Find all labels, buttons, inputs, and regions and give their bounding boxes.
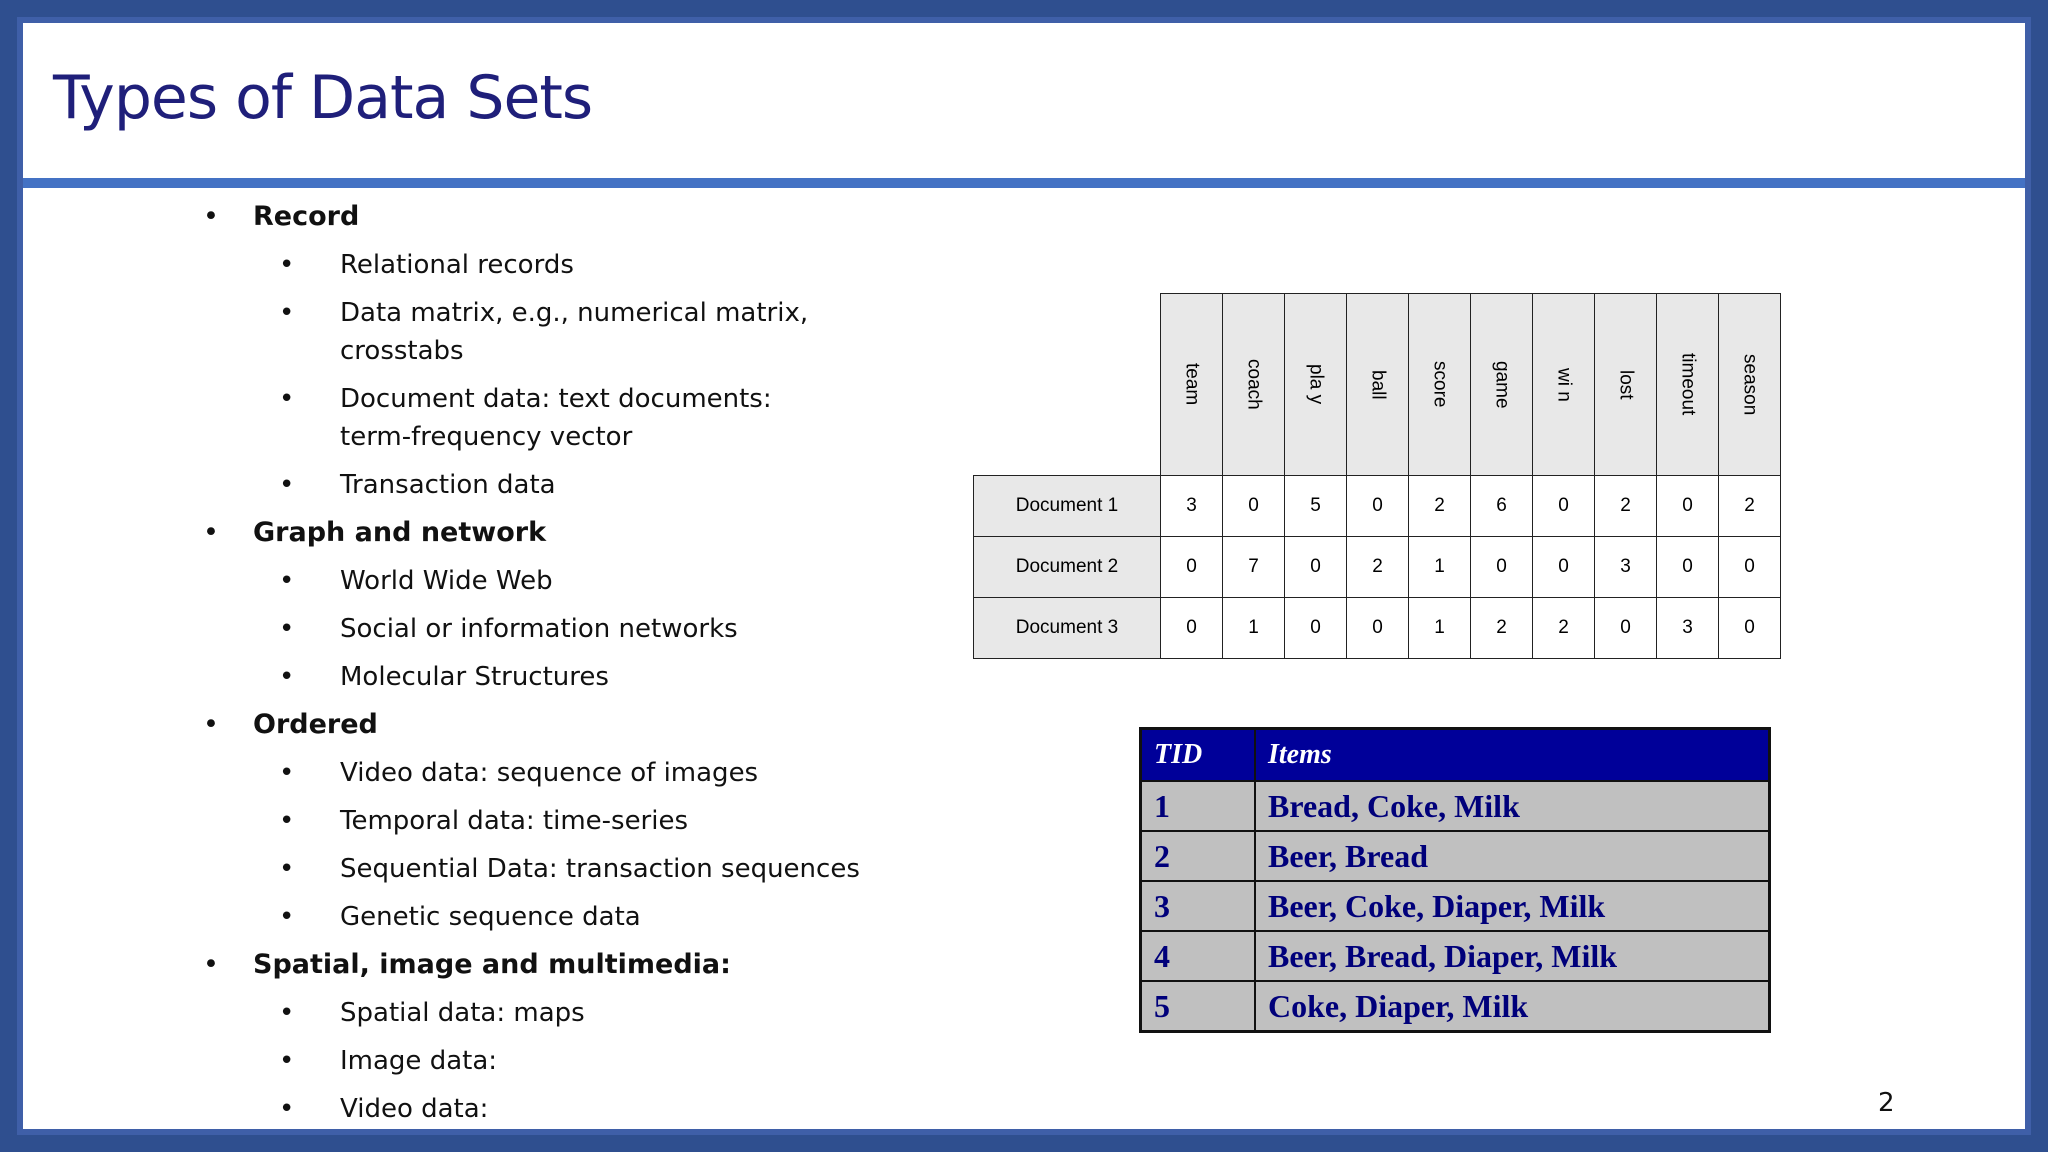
- items-cell: Beer, Coke, Diaper, Milk: [1255, 881, 1770, 931]
- sub-bullet: • Spatial data: maps: [183, 994, 903, 1032]
- cell: 0: [1223, 476, 1285, 537]
- cell: 0: [1347, 598, 1409, 659]
- table-row: [1141, 881, 1770, 931]
- cell: 0: [1719, 598, 1781, 659]
- sub-bullet: • Social or information networks: [183, 610, 903, 648]
- sub-bullet: • Molecular Structures: [183, 658, 903, 696]
- sub-bullet: • Data matrix, e.g., numerical matrix, crosstabs: [183, 294, 903, 370]
- row-label: Document 2: [974, 537, 1161, 598]
- term-header: ball: [1347, 294, 1409, 476]
- sub-bullet: • Relational records: [183, 246, 903, 284]
- sub-bullet: • Genetic sequence data: [183, 898, 903, 936]
- bullet-record: • Record: [183, 198, 903, 236]
- row-label: Document 3: [974, 598, 1161, 659]
- cell: 2: [1595, 476, 1657, 537]
- cell: 0: [1285, 598, 1347, 659]
- bullet-ordered: • Ordered: [183, 706, 903, 744]
- cell: 2: [1347, 537, 1409, 598]
- tid-cell: 1: [1141, 781, 1256, 831]
- term-header: timeout: [1657, 294, 1719, 476]
- cell: 0: [1471, 537, 1533, 598]
- term-header: team: [1161, 294, 1223, 476]
- row-label: Document 1: [974, 476, 1161, 537]
- cell: 1: [1223, 598, 1285, 659]
- items-cell: Bread, Coke, Milk: [1255, 781, 1770, 831]
- items-cell: Beer, Bread: [1255, 831, 1770, 881]
- cell: 0: [1347, 476, 1409, 537]
- cell: 3: [1595, 537, 1657, 598]
- term-header: score: [1409, 294, 1471, 476]
- cell: 0: [1161, 537, 1223, 598]
- cell: 0: [1657, 476, 1719, 537]
- term-header: coach: [1223, 294, 1285, 476]
- cell: 6: [1471, 476, 1533, 537]
- cell: 0: [1285, 537, 1347, 598]
- cell: 1: [1409, 537, 1471, 598]
- sub-bullet: • Sequential Data: transaction sequences: [183, 850, 903, 888]
- tid-cell: 2: [1141, 831, 1256, 881]
- cell: 0: [1595, 598, 1657, 659]
- sub-bullet: • Video data:: [183, 1090, 903, 1128]
- cell: 2: [1471, 598, 1533, 659]
- sub-bullet: • Document data: text documents: term-frequency vector: [183, 380, 810, 456]
- cell: 1: [1409, 598, 1471, 659]
- tid-cell: 5: [1141, 981, 1256, 1032]
- term-header: game: [1471, 294, 1533, 476]
- items-header: Items: [1255, 729, 1770, 782]
- cell: 0: [1161, 598, 1223, 659]
- table-row: [974, 476, 1781, 537]
- sub-bullet: • World Wide Web: [183, 562, 903, 600]
- items-cell: Beer, Bread, Diaper, Milk: [1255, 931, 1770, 981]
- cell: 2: [1719, 476, 1781, 537]
- term-header: season: [1719, 294, 1781, 476]
- items-cell: Coke, Diaper, Milk: [1255, 981, 1770, 1032]
- cell: 2: [1533, 598, 1595, 659]
- cell: 2: [1409, 476, 1471, 537]
- table-row: [974, 537, 1781, 598]
- cell: 0: [1657, 537, 1719, 598]
- page-number: 2: [1878, 1088, 1895, 1118]
- cell: 0: [1719, 537, 1781, 598]
- tid-cell: 3: [1141, 881, 1256, 931]
- table-row: [1141, 831, 1770, 881]
- table-row: [1141, 931, 1770, 981]
- sub-bullet: • Image data:: [183, 1042, 903, 1080]
- slide: [17, 17, 2031, 1135]
- sub-bullet: • Transaction data: [183, 466, 903, 504]
- term-header: lost: [1595, 294, 1657, 476]
- term-header: wi n: [1533, 294, 1595, 476]
- cell: 7: [1223, 537, 1285, 598]
- transaction-table: [1139, 727, 1771, 1033]
- term-frequency-table: [973, 293, 1781, 659]
- cell: 3: [1161, 476, 1223, 537]
- table-row: [1141, 981, 1770, 1032]
- cell: 3: [1657, 598, 1719, 659]
- title-bar: [23, 23, 2025, 188]
- cell: 0: [1533, 537, 1595, 598]
- cell: 5: [1285, 476, 1347, 537]
- tid-header: TID: [1141, 729, 1256, 782]
- bullet-graph: • Graph and network: [183, 514, 903, 552]
- table-row: [1141, 781, 1770, 831]
- sub-bullet: • Video data: sequence of images: [183, 754, 903, 792]
- term-header: pla y: [1285, 294, 1347, 476]
- table-row: [974, 598, 1781, 659]
- bullet-spatial: • Spatial, image and multimedia:: [183, 946, 903, 984]
- blank-corner: [974, 294, 1161, 476]
- cell: 0: [1533, 476, 1595, 537]
- bullet-list: [183, 198, 903, 1128]
- sub-bullet: • Temporal data: time-series: [183, 802, 903, 840]
- tid-cell: 4: [1141, 931, 1256, 981]
- slide-title: Types of Data Sets: [53, 63, 593, 133]
